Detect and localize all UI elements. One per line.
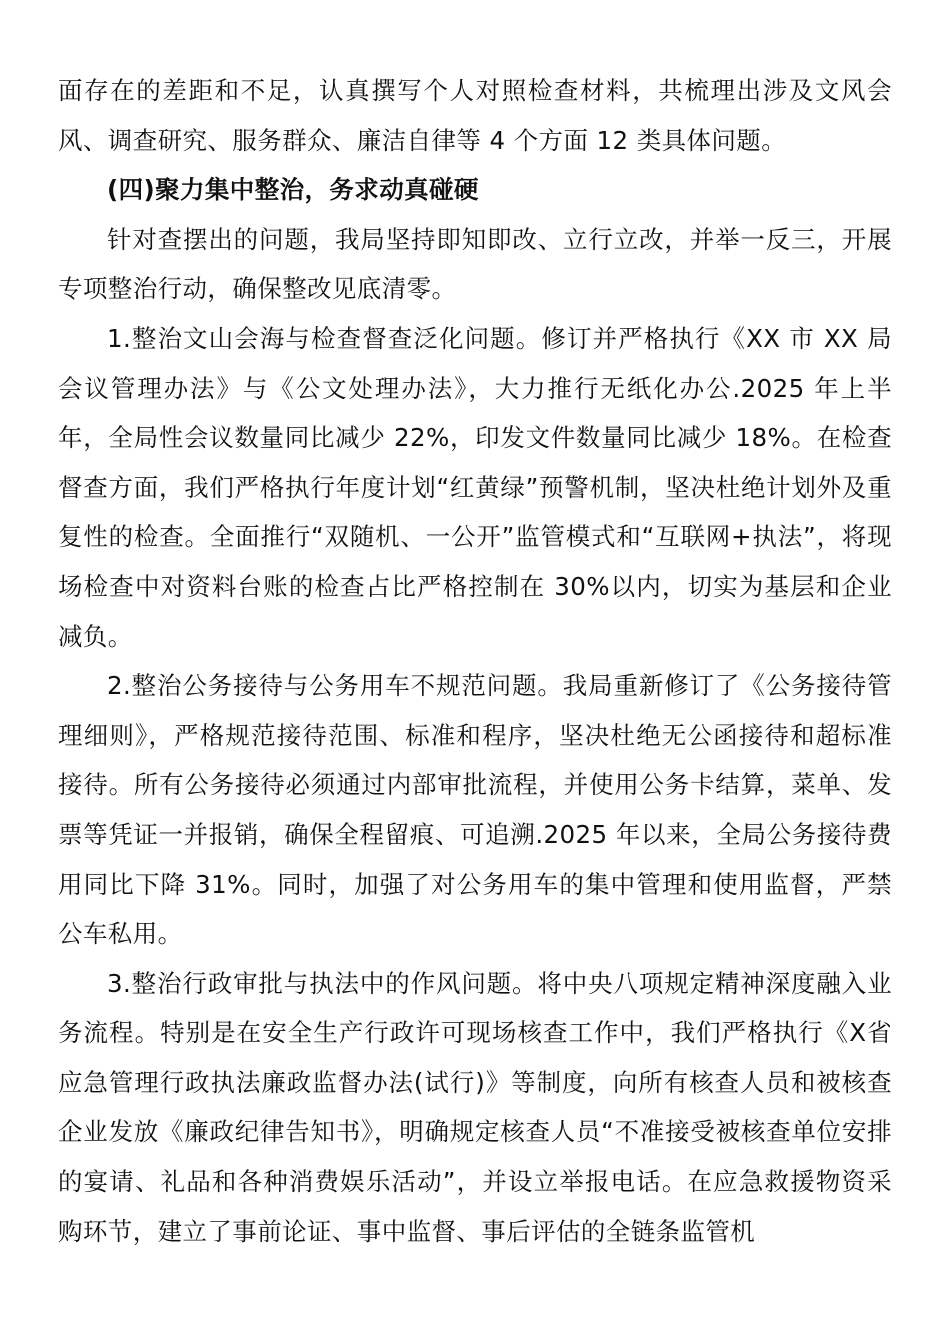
- document-body: [58, 66, 892, 1256]
- paragraph-item-3: 3.整治行政审批与执法中的作风问题。将中央八项规定精神深度融入业务流程。特别是在安全生产行政许可现场核查工作中，我们严格执行《X省应急管理行政执法廉政监督办法(试行)》等制度，向所有核查人员和被核查企业发放《廉政纪律告知书》，明确规定核查人员“不准接受被核查单位安排的宴请、礼品和各种消费娱乐活动”，并设立举报电话。在应急救援物资采购环节，建立了事前论证、事中监督、事后评估的全链条监管机: [58, 968, 892, 1246]
- paragraph-item-1: 1.整治文山会海与检查督查泛化问题。修订并严格执行《XX 市 XX 局会议管理办法》与《公文处理办法》，大力推行无纸化办公.2025 年上半年，全局性会议数量同比减少 22%，印发文件数量同比减少 18%。在检查督查方面，我们严格执行年度计划“红黄绿”预警机制，坚决杜绝计划外及重复性的检查。全面推行“双随机、一公开”监管模式和“互联网+执法”，将现场检查中对资料台账的检查占比严格控制在 30%以内，切实为基层和企业减负。: [58, 323, 892, 651]
- section-heading: (四)聚力集中整治，务求动真碰硬: [107, 175, 479, 205]
- paragraph-intro: 针对查摆出的问题，我局坚持即知即改、立行立改，并举一反三，开展专项整治行动，确保整改见底清零。: [58, 224, 892, 304]
- paragraph-continuation: 面存在的差距和不足，认真撰写个人对照检查材料，共梳理出涉及文风会风、调查研究、服务群众、廉洁自律等 4 个方面 12 类具体问题。: [58, 76, 892, 155]
- paragraph-item-2: 2.整治公务接待与公务用车不规范问题。我局重新修订了《公务接待管理细则》，严格规范接待范围、标准和程序，坚决杜绝无公函接待和超标准接待。所有公务接待必须通过内部审批流程，并使用公务卡结算，菜单、发票等凭证一并报销，确保全程留痕、可追溯.2025 年以来，全局公务接待费用同比下降 31%。同时，加强了对公务用车的集中管理和使用监督，严禁公车私用。: [58, 671, 892, 949]
